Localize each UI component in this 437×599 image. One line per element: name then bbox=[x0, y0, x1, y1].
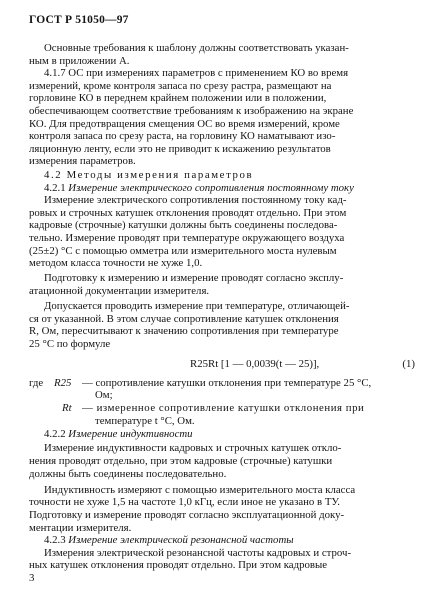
text-line: Допускается проводить измерение при температуре, отличающей- bbox=[44, 300, 350, 313]
document-header: ГОСТ Р 51050—97 bbox=[29, 14, 129, 26]
subsection-number: 4.2.1 bbox=[44, 181, 66, 194]
text-line: ся от указанной. В этом случае сопротивление катушек отклонения bbox=[29, 312, 339, 325]
text-line: кадровые (строчные) катушки должны быть соединены последова- bbox=[29, 219, 338, 232]
variable-rt-definition: — измеренное сопротивление катушки отклонения при bbox=[82, 401, 365, 414]
formula: R25Rt [1 — 0,0039(t — 25)], bbox=[190, 357, 320, 370]
text-line: Измерение электрического сопротивления постоянному току кад- bbox=[44, 194, 347, 207]
text-line: Подготовку и измерение проводят согласно эксплуатационной доку- bbox=[29, 509, 345, 521]
variable-r25: R25 bbox=[54, 376, 72, 389]
text-line: Измерение индуктивности кадровых и строчных катушек откло- bbox=[44, 442, 342, 455]
text-line: точности не хуже 1,5 на частоте 1,0 кГц, если иное не указано в ТУ. bbox=[29, 496, 341, 509]
subsection-title: Измерение электрического сопротивления постоянному току bbox=[68, 181, 354, 194]
variable-r25-definition-cont: Ом; bbox=[95, 389, 113, 402]
text-line: атационной документации измерителя. bbox=[29, 285, 210, 297]
text-line: горловине КО в переднем крайнем положении или в положении, bbox=[29, 92, 327, 105]
text-line: ментации измерителя. bbox=[29, 521, 132, 534]
text-line: ных катушек отклонения проводят отдельно. При этом кадровые bbox=[29, 559, 328, 572]
subsection-title: Измерение электрической резонансной частоты bbox=[68, 534, 294, 547]
text-line: контроля запаса по срезу раста, на горловину КО наматывают изо- bbox=[29, 130, 336, 143]
text-line: ным в приложении А. bbox=[29, 54, 130, 67]
subsection-title: Измерение индуктивности bbox=[68, 428, 193, 440]
text-line: Измерения электрической резонансной частоты кадровых и строч- bbox=[44, 546, 352, 559]
subsection-heading bbox=[44, 182, 415, 194]
variable-rt-definition-cont: температуре t °С, Ом. bbox=[95, 414, 195, 427]
text-line: ровых и строчных катушек отклонения проводят отдельно. При этом bbox=[29, 206, 347, 219]
variable-rt: Rt bbox=[62, 401, 72, 414]
text-line: методом класса точности не хуже 1,0. bbox=[29, 257, 203, 270]
page-number: 3 bbox=[29, 572, 35, 584]
text-line: 4.1.7 ОС при измерениях параметров с применением КО во время bbox=[44, 67, 349, 80]
text-line: тельно. Измерение проводят при температуре окружающего воздуха bbox=[29, 231, 345, 244]
text-line: измерения параметров. bbox=[29, 155, 136, 168]
text-line: обеспечивающем соответствие требованиям к изображению на экране bbox=[29, 105, 354, 117]
formula-number: (1) bbox=[402, 357, 415, 370]
text-line: Подготовку к измерению и измерение проводят согласно эксплу- bbox=[44, 272, 344, 285]
text-line: Основные требования к шаблону должны соответствовать указан- bbox=[44, 42, 349, 54]
text-line: должны быть соединены последовательно. bbox=[29, 467, 227, 480]
text-line: R, Ом, пересчитывают к значению сопротивления при температуре bbox=[29, 325, 339, 338]
variable-r25-definition: — сопротивление катушки отклонения при температуре 25 °С, bbox=[82, 376, 372, 389]
text-line: нения проводят отдельно, при этом кадровые (строчные) катушки bbox=[29, 455, 333, 467]
text-line: измерений, кроме контроля запаса по срезу растра, размещают на bbox=[29, 79, 332, 92]
where-lead: где bbox=[29, 376, 44, 389]
subsection-heading bbox=[44, 534, 415, 546]
text-line: 25 °С по формуле bbox=[29, 338, 111, 350]
text-line: ляционную ленту, если это не приводит к искажению результатов bbox=[29, 142, 331, 155]
text-line: Индуктивность измеряют с помощью измерительного моста класса bbox=[44, 483, 356, 496]
text-line: (25±2) °С с помощью омметра или измерительного моста нулевым bbox=[29, 244, 337, 257]
text-line: КО. Для предотвращения смещения ОС во время измерений, кроме bbox=[29, 117, 340, 130]
subsection-number: 4.2.2 bbox=[44, 428, 66, 440]
subsection-heading bbox=[44, 428, 415, 440]
subsection-number: 4.2.3 bbox=[44, 534, 66, 547]
section-heading: 4.2 Методы измерения параметров bbox=[44, 168, 254, 181]
